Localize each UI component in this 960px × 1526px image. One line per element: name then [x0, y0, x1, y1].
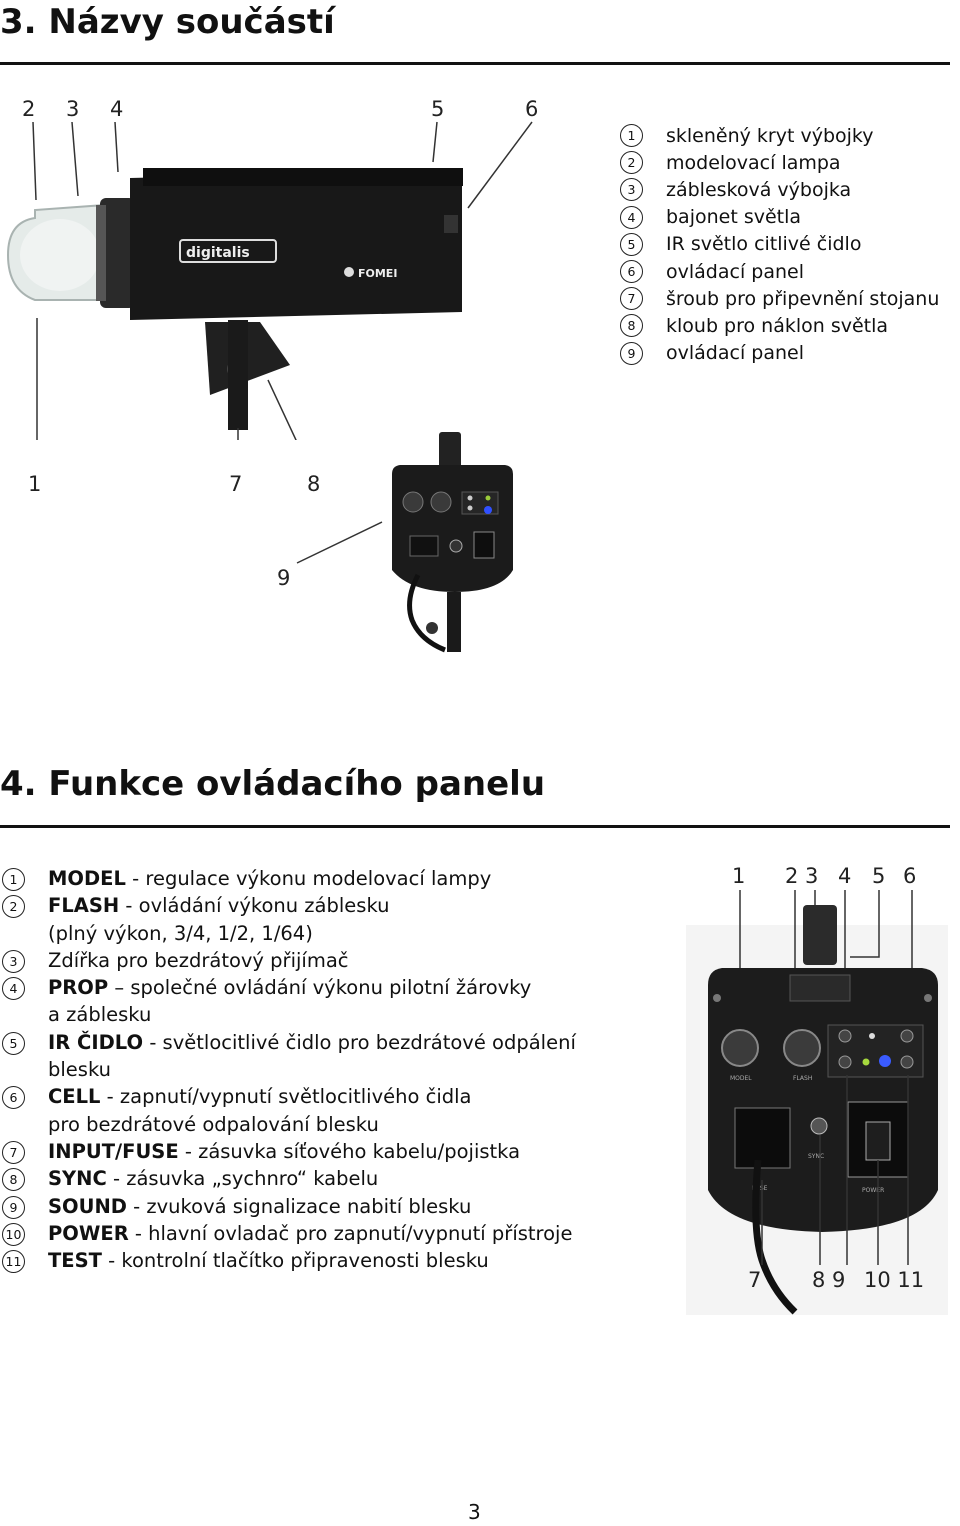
section-4-title: 4. Funkce ovládacího panelu [0, 764, 546, 804]
page-number: 3 [468, 1500, 481, 1524]
function-description: - zásuvka „sychnro“ kabelu [106, 1167, 379, 1191]
digitalis-logo-text: digitalis [186, 245, 250, 261]
function-item [0, 1193, 576, 1220]
model-knob-label: MODEL [730, 1075, 752, 1082]
part-number-badge: 9 [620, 342, 643, 365]
function-item [0, 947, 576, 974]
part-label: šroub pro připevnění stojanu [666, 287, 940, 310]
part-label: IR světlo citlivé čidlo [666, 233, 862, 256]
part-item [620, 231, 939, 258]
function-number-badge: 6 [2, 1086, 25, 1109]
function-lead [0, 1247, 48, 1274]
part-item [620, 122, 939, 149]
part-item [620, 285, 939, 312]
function-item-continuation [0, 1056, 576, 1083]
rear-panel-illustration [290, 430, 520, 655]
part-label: ovládací panel [666, 342, 804, 365]
function-item [0, 1247, 576, 1274]
function-description: (plný výkon, 3/4, 1/2, 1/64) [48, 921, 313, 945]
part-item [620, 340, 939, 367]
part-label: bajonet světla [666, 206, 802, 229]
functions-list [0, 865, 576, 1274]
studio-flash-illustration [0, 120, 560, 440]
callout-3: 3 [66, 97, 80, 121]
function-item [0, 865, 576, 892]
part-label: modelovací lampa [666, 151, 841, 174]
function-description: - zvuková signalizace nabití blesku [126, 1194, 472, 1218]
function-item [0, 1138, 576, 1165]
function-key: SOUND [48, 1194, 127, 1218]
part-number-badge: 2 [620, 151, 643, 174]
function-number-badge: 8 [2, 1168, 25, 1191]
function-lead [0, 1193, 48, 1220]
function-item-continuation [0, 1111, 576, 1138]
fomei-logo-text: FOMEI [358, 267, 398, 280]
part-item [620, 312, 939, 339]
part-number-badge: 6 [620, 260, 643, 283]
function-number-badge: 11 [2, 1250, 25, 1273]
function-lead [0, 947, 48, 974]
part-item [620, 204, 939, 231]
function-description: pro bezdrátové odpalování blesku [48, 1112, 379, 1136]
function-key: IR ČIDLO [48, 1030, 144, 1054]
panel-callout-4: 4 [838, 864, 852, 888]
function-number-badge: 9 [2, 1196, 25, 1219]
function-description: blesku [48, 1058, 112, 1082]
part-number-badge: 7 [620, 287, 643, 310]
panel-callout-2-3: 2 3 [785, 864, 819, 888]
function-description: - hlavní ovladač pro zapnutí/vypnutí přístroje [128, 1221, 573, 1245]
part-number-badge: 5 [620, 233, 643, 256]
function-item [0, 1083, 576, 1110]
part-item [620, 258, 939, 285]
callout-6: 6 [525, 97, 539, 121]
function-item-continuation [0, 1001, 576, 1028]
section-3-rule [0, 62, 950, 65]
part-number-badge: 4 [620, 206, 643, 229]
function-description: Zdířka pro bezdrátový přijímač [48, 948, 349, 972]
function-item [0, 1165, 576, 1192]
function-description: - zapnutí/vypnutí světlocitlivého čidla [100, 1085, 472, 1109]
panel-callout-5: 5 [872, 864, 886, 888]
function-lead [0, 1138, 48, 1165]
function-description: - světlocitlivé čidlo pro bezdrátové odpálení [143, 1030, 576, 1054]
function-key: POWER [48, 1221, 129, 1245]
panel-callout-8-9: 8 9 [812, 1268, 846, 1292]
function-key: INPUT/FUSE [48, 1139, 179, 1163]
callout-7: 7 [229, 472, 243, 496]
function-item [0, 1029, 576, 1056]
function-description: - ovládání výkonu záblesku [119, 894, 390, 918]
function-number-badge: 1 [2, 868, 25, 891]
panel-callout-1: 1 [732, 864, 746, 888]
function-number-badge: 7 [2, 1141, 25, 1164]
callout-4: 4 [110, 97, 124, 121]
part-label: záblesková výbojka [666, 178, 852, 201]
function-item [0, 1220, 576, 1247]
function-key: MODEL [48, 867, 126, 890]
function-description: – společné ovládání výkonu pilotní žárovky [108, 976, 532, 1000]
function-description: - kontrolní tlačítko připravenosti blesku [101, 1249, 489, 1273]
function-description: - zásuvka síťového kabelu/pojistka [178, 1139, 521, 1163]
panel-callout-7: 7 [748, 1268, 762, 1292]
part-item [620, 176, 939, 203]
function-description: a záblesku [48, 1003, 152, 1027]
part-number-badge: 1 [620, 124, 643, 147]
sync-label: SYNC [808, 1153, 825, 1160]
function-key: TEST [48, 1249, 102, 1273]
section-3-title: 3. Názvy součástí [0, 2, 335, 42]
function-lead [0, 1165, 48, 1192]
function-key: PROP [48, 976, 109, 1000]
function-lead [0, 1083, 48, 1110]
function-description: - regulace výkonu modelovací lampy [125, 867, 492, 890]
function-number-badge: 4 [2, 977, 25, 1000]
power-label: POWER [862, 1187, 885, 1194]
function-lead [0, 974, 48, 1001]
callout-8: 8 [307, 472, 321, 496]
function-key: CELL [48, 1085, 101, 1109]
panel-callout-10-11: 10 11 [864, 1268, 925, 1292]
part-number-badge: 3 [620, 178, 643, 201]
function-number-badge: 10 [2, 1223, 25, 1246]
function-item-continuation [0, 920, 576, 947]
callout-9: 9 [277, 566, 291, 590]
part-item [620, 149, 939, 176]
function-number-badge: 5 [2, 1032, 25, 1055]
part-label: kloub pro náklon světla [666, 314, 889, 337]
part-label: skleněný kryt výbojky [666, 124, 874, 147]
function-number-badge: 3 [2, 950, 25, 973]
parts-list [620, 122, 939, 367]
function-key: FLASH [48, 894, 120, 918]
callout-2: 2 [22, 97, 36, 121]
function-lead [0, 1029, 48, 1056]
function-item [0, 974, 576, 1001]
callout-5: 5 [431, 97, 445, 121]
function-number-badge: 2 [2, 895, 25, 918]
fuse-label: FUSE [752, 1185, 768, 1192]
part-number-badge: 8 [620, 314, 643, 337]
control-panel-illustration [685, 880, 950, 1320]
function-item [0, 892, 576, 919]
function-key: SYNC [48, 1167, 107, 1191]
section-4-rule [0, 825, 950, 828]
function-lead [0, 1220, 48, 1247]
part-label: ovládací panel [666, 260, 804, 283]
function-lead [0, 892, 48, 919]
function-lead [0, 865, 48, 892]
panel-callout-6: 6 [903, 864, 917, 888]
callout-1: 1 [28, 472, 42, 496]
flash-knob-label: FLASH [793, 1075, 813, 1082]
